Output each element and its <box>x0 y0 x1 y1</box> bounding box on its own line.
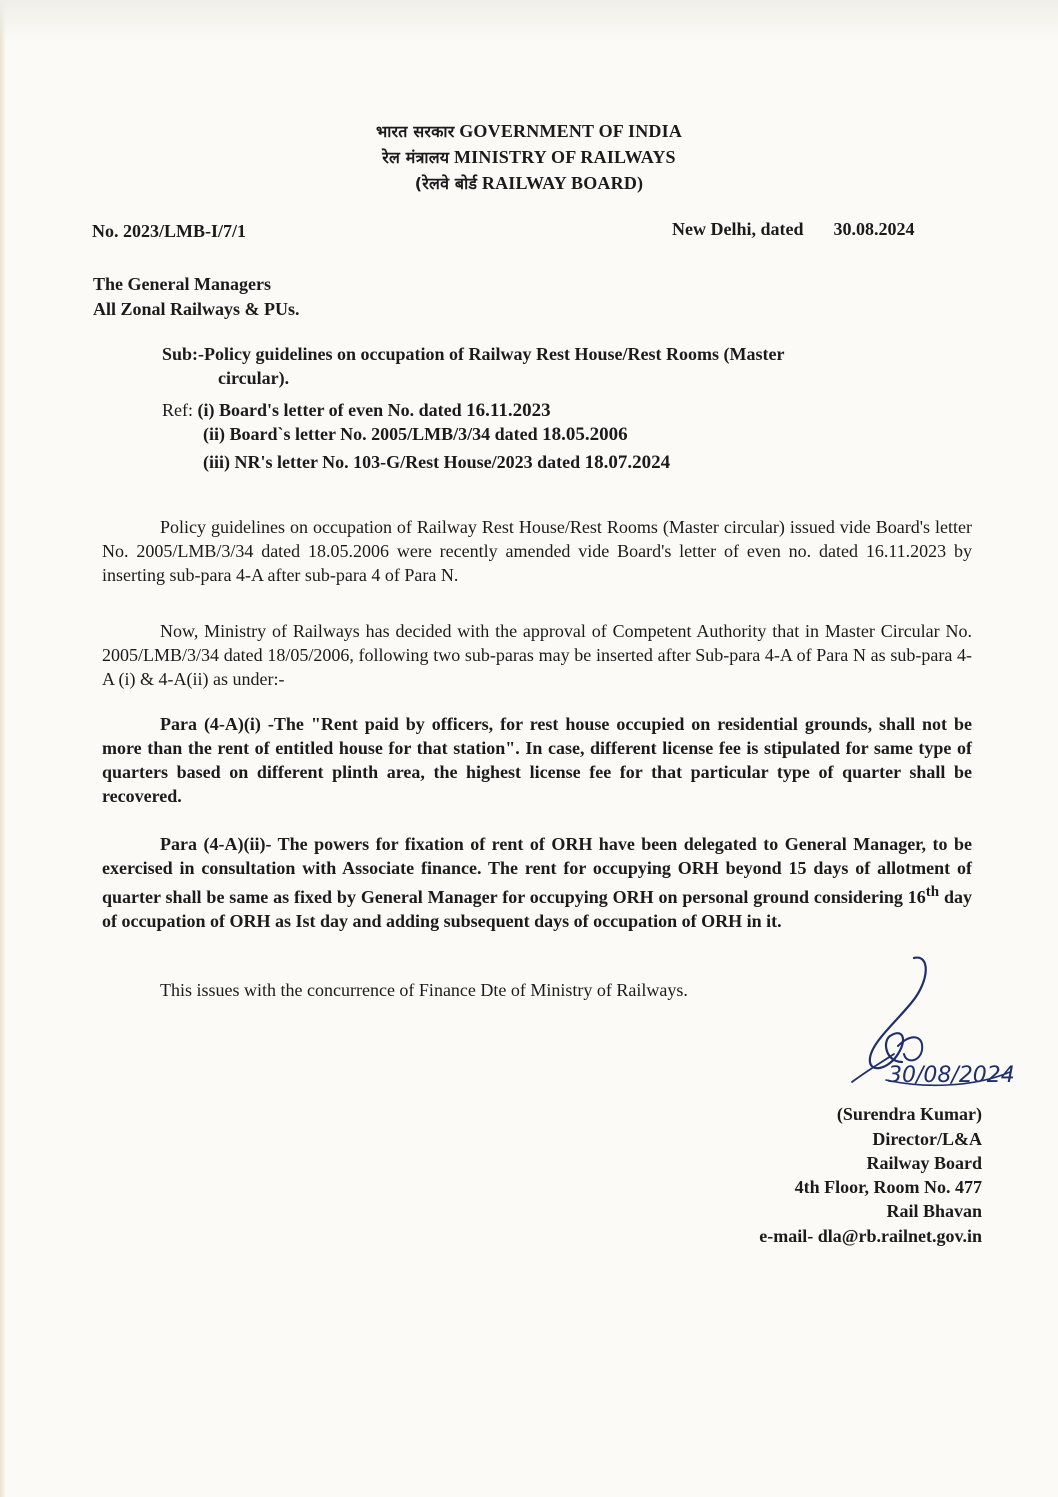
subject-label: Sub:- <box>162 344 205 364</box>
paragraph-3-text: Para (4-A)(i) -The "Rent paid by officers, for rest house occupied on residential grounds, shall not be more than the rent of entitled house for that station". In case, different license fee is stipulated for same type of quarters based on different plinth area, the highest license fee for that particular type of quarter shall be recovered. <box>102 714 972 806</box>
header-hindi-3: (रेलवे बोर्ड <box>414 174 478 193</box>
signatory-name: (Surendra Kumar) <box>836 1104 982 1124</box>
header-line-1 <box>0 120 1058 142</box>
header-english-2: MINISTRY OF RAILWAYS <box>453 147 676 167</box>
letter-number: No. 2023/LMB-I/7/1 <box>92 221 247 241</box>
paragraph-3 <box>102 712 972 808</box>
reference-label: Ref: <box>162 400 193 420</box>
reference-text: Board's letter of even No. dated <box>219 400 467 420</box>
handwritten-signature <box>842 950 1042 1120</box>
reference-date: 16.11.2023 <box>466 400 551 421</box>
paragraph-5-text: This issues with the concurrence of Finance Dte of Ministry of Railways. <box>160 980 688 1000</box>
letter-date: 30.08.2024 <box>833 219 915 239</box>
signatory-room: 4th Floor, Room No. 477 <box>794 1177 982 1197</box>
reference-2 <box>203 424 628 446</box>
paragraph-2 <box>102 619 972 691</box>
signatory-designation: Director/L&A <box>872 1129 982 1149</box>
header-english-1: GOVERNMENT OF INDIA <box>459 121 683 141</box>
signatory-organisation: Railway Board <box>866 1153 982 1173</box>
paper-shadow <box>0 0 1058 40</box>
reference-text: Board`s letter No. 2005/LMB/3/34 dated <box>229 424 543 444</box>
addressee-line-2: All Zonal Railways & PUs. <box>93 299 300 319</box>
subject-text-1: Policy guidelines on occupation of Railway Rest House/Rest Rooms (Master <box>204 344 785 364</box>
reference-marker: (iii) <box>203 452 230 472</box>
reference-1 <box>162 400 551 422</box>
reference-marker: (ii) <box>203 424 225 444</box>
header-hindi-2: रेल मंत्रालय <box>382 148 450 167</box>
paragraph-4-text: Para (4-A)(ii)- The powers for fixation of rent of ORH have been delegated to General Manager, to be exercised in consultation with Associate finance. The rent for occupying ORH beyond 15 days of allotment of quarter shall be same as fixed by General Manager for occupying ORH on personal ground considering 16 <box>102 834 972 907</box>
reference-3 <box>203 452 670 474</box>
place-dated: New Delhi, dated <box>672 219 804 239</box>
paragraph-1-text: Policy guidelines on occupation of Railway Rest House/Rest Rooms (Master circular) issued vide Board's letter No. 2005/LMB/3/34 dated 18.05.2006 were recently amended vide Board's letter of even no. dated 16.11.2023 by inserting sub-para 4-A after sub-para 4 of Para N. <box>102 517 972 585</box>
reference-date: 18.07.2024 <box>584 452 671 473</box>
header-english-3: RAILWAY BOARD) <box>481 173 644 193</box>
signatory-email: e-mail- dla@rb.railnet.gov.in <box>759 1226 982 1246</box>
header-hindi-1: भारत सरकार <box>375 122 455 141</box>
subject-text-2: circular). <box>218 368 290 388</box>
paragraph-1 <box>102 515 972 587</box>
paragraph-4 <box>102 832 972 933</box>
reference-text: NR's letter No. 103-G/Rest House/2023 dated <box>234 452 585 472</box>
paragraph-2-text: Now, Ministry of Railways has decided with the approval of Competent Authority that in Master Circular No. 2005/LMB/3/34 dated 18/05/2006, following two sub-paras may be inserted after Sub-para 4-A of Para N as sub-para 4-A (i) & 4-A(ii) as under:- <box>102 621 972 689</box>
paragraph-4-text-end: day of occupation of ORH as Ist day and adding subsequent days of occupation of ORH in it. <box>102 887 972 931</box>
signatory-building: Rail Bhavan <box>886 1201 982 1221</box>
handwritten-date: 30/08/2024 <box>888 1063 1015 1088</box>
reference-date: 18.05.2006 <box>542 424 628 445</box>
letter-date-line <box>672 219 915 240</box>
subject <box>162 342 972 390</box>
header-line-3 <box>0 172 1058 194</box>
header-line-2 <box>0 146 1058 168</box>
paper-edge <box>0 0 6 1497</box>
addressee-line-1: The General Managers <box>93 274 271 294</box>
reference-marker: (i) <box>197 400 215 420</box>
paragraph-4-superscript: th <box>925 884 940 900</box>
